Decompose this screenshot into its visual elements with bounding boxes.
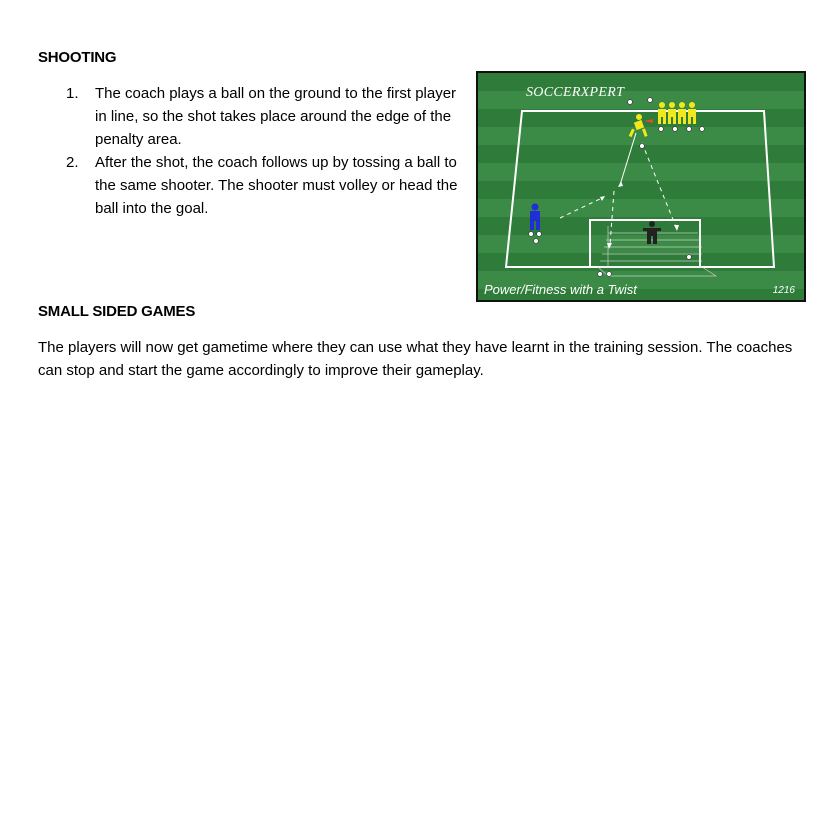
list-item xyxy=(58,82,458,151)
ball-icon xyxy=(673,127,678,132)
ball-icon xyxy=(534,239,539,244)
pitch-stripes xyxy=(478,73,804,300)
ball-icon xyxy=(700,127,705,132)
ball-icon xyxy=(640,144,645,149)
diagram-code: 1216 xyxy=(772,285,795,296)
pitch-drawing xyxy=(478,73,804,300)
ball-icon xyxy=(687,255,692,260)
section-heading-shooting: SHOOTING xyxy=(38,49,117,66)
list-item xyxy=(58,151,458,220)
ball-icon xyxy=(607,272,612,277)
ball-icon xyxy=(529,232,534,237)
ball-icon xyxy=(659,127,664,132)
small-sided-description: The players will now get gametime where they can use what they have learnt in the training session. The coaches can stop and start the game accordingly to improve their gameplay. xyxy=(38,339,793,379)
shooting-steps-list xyxy=(58,82,458,220)
ball-icon xyxy=(537,232,542,237)
list-item-number: 1. xyxy=(66,85,79,102)
ball-icon xyxy=(628,100,633,105)
ball-icon xyxy=(598,272,603,277)
soccerxpert-logo: SOCCERXPERT xyxy=(526,85,625,100)
diagram-caption: Power/Fitness with a Twist xyxy=(484,282,637,297)
drill-diagram xyxy=(476,71,806,302)
list-item-number: 2. xyxy=(66,154,79,171)
ball-icon xyxy=(648,98,653,103)
section-heading-small-sided-games: SMALL SIDED GAMES xyxy=(38,303,196,320)
list-item-text: The coach plays a ball on the ground to the first player in line, so the shot takes place around the edge of the penalty area. xyxy=(95,85,457,148)
list-item-text: After the shot, the coach follows up by tossing a ball to the same shooter. The shooter must volley or head the ball into the goal. xyxy=(95,154,458,217)
ball-icon xyxy=(687,127,692,132)
